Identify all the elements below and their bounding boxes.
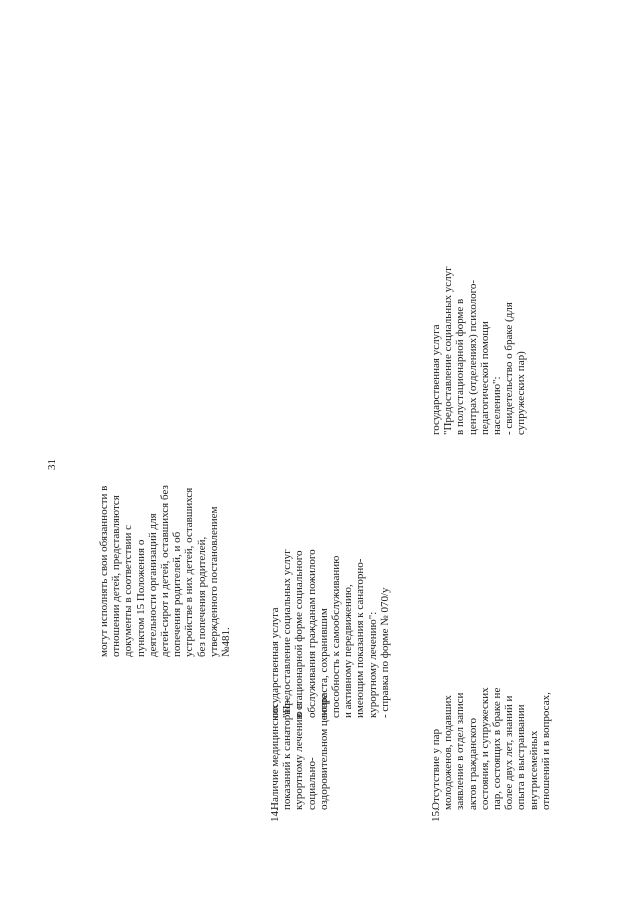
condition-line: молодоженов, подавших xyxy=(442,695,455,810)
service-line: населению": xyxy=(491,376,504,435)
condition-line: Отсутствие у пар xyxy=(430,729,442,810)
row-15-condition-text xyxy=(430,687,552,810)
row-15-number: 15. xyxy=(430,808,442,822)
service-line: обслуживания гражданам пожилого xyxy=(305,549,318,718)
service-line: возраста, сохранившим xyxy=(317,608,330,718)
service-line: деятельности организаций для xyxy=(146,513,159,657)
service-line: детей-сирот и детей, оставшихся без xyxy=(159,485,172,657)
condition-line: оздоровительном центре xyxy=(317,694,330,810)
service-line: способность к самообслуживанию xyxy=(330,555,343,718)
condition-line: Наличие медицинских xyxy=(269,704,281,810)
service-line: №481. xyxy=(220,627,233,657)
service-line: и активному передвижению, xyxy=(342,584,355,718)
condition-line: курортному лечению в xyxy=(293,703,306,810)
service-line: пунктом 15 Положения о xyxy=(134,539,147,657)
row-14-number: 14. xyxy=(269,808,281,822)
condition-line: заявление в отдел записи xyxy=(454,692,467,810)
service-line: "Предоставление социальных услуг xyxy=(281,549,294,718)
service-line: "Предоставление социальных услуг xyxy=(442,266,455,435)
service-line: устройстве в них детей, оставшихся xyxy=(183,487,196,657)
service-line: могут исполнять свои обязанности в xyxy=(98,485,110,657)
row-15-service-text xyxy=(430,266,528,435)
service-line: в полустационарной форме в xyxy=(454,298,467,435)
service-line: государственная услуга xyxy=(430,324,442,435)
service-line: центрах (отделениях) психолого- xyxy=(466,280,479,435)
service-line: курортному лечению": xyxy=(366,611,379,718)
condition-line: внутрисемейных xyxy=(527,730,540,810)
condition-line: показаний к санаторно- xyxy=(281,699,294,810)
service-line: - свидетельство о браке (для xyxy=(503,302,516,435)
service-line: утвержденного постановлением xyxy=(207,506,220,657)
service-line: государственная услуга xyxy=(269,607,281,718)
service-line: в стационарной форме социального xyxy=(293,550,306,718)
service-line: отношении детей, представляются xyxy=(110,495,123,657)
condition-line: социально- xyxy=(305,757,318,810)
service-line: имеющим показания к санаторно- xyxy=(354,558,367,718)
condition-line: состояния, и супружеских xyxy=(478,687,491,810)
condition-line: более двух лет, знаний и xyxy=(503,695,516,810)
row-14-service-text xyxy=(269,549,391,718)
condition-line: отношений и в вопросах, xyxy=(539,692,552,810)
service-line: без попечения родителей, xyxy=(195,536,208,657)
service-line: супружеских пар) xyxy=(515,351,528,435)
service-line: педагогической помощи xyxy=(478,321,491,435)
condition-line: пар, состоящих в браке не xyxy=(491,687,504,810)
service-line: попечения родителей, и об xyxy=(171,531,184,657)
service-line: - справка по форме № 070/у xyxy=(378,587,391,718)
service-line: документы в соответствии с xyxy=(122,524,135,657)
row-1-service-text xyxy=(98,485,232,657)
condition-line: опыта в выстраивании xyxy=(515,704,528,810)
condition-line: актов гражданского xyxy=(466,718,479,810)
page-number: 31 xyxy=(46,459,58,470)
